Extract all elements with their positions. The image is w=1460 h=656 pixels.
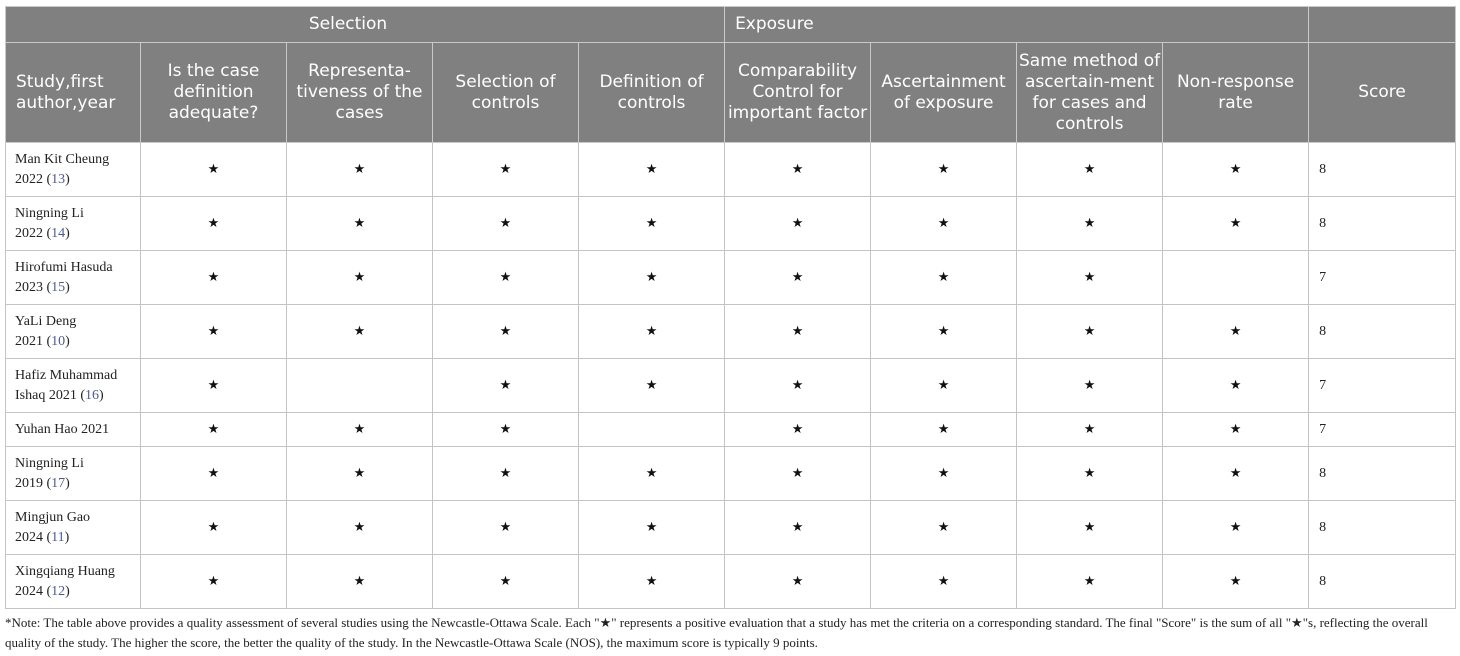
study-author: Ningning Li (15, 205, 84, 221)
study-year: Ishaq 2021 (15, 387, 77, 403)
star-icon: ★ (1229, 422, 1242, 437)
star-icon: ★ (791, 378, 804, 393)
study-author: Ningning Li (15, 455, 84, 471)
rating-cell (433, 305, 579, 359)
study-year: 2022 (15, 225, 43, 241)
star-icon: ★ (791, 162, 804, 177)
star-icon: ★ (353, 574, 366, 589)
rating-cell (1017, 501, 1163, 555)
column-header-definition-controls: Definition of controls (579, 43, 725, 143)
study-year: 2019 (15, 475, 43, 491)
star-icon: ★ (207, 574, 220, 589)
table-row (6, 197, 1456, 251)
star-icon: ★ (353, 422, 366, 437)
rating-cell (1163, 197, 1309, 251)
rating-cell (725, 447, 871, 501)
star-icon: ★ (1229, 520, 1242, 535)
reference-link[interactable]: 10 (51, 333, 66, 349)
table-row (6, 413, 1456, 447)
star-icon: ★ (937, 520, 950, 535)
rating-cell (433, 197, 579, 251)
star-icon: ★ (791, 324, 804, 339)
star-icon: ★ (645, 520, 658, 535)
rating-cell (287, 359, 433, 413)
star-icon: ★ (1083, 574, 1096, 589)
rating-cell (433, 555, 579, 609)
study-author: Yuhan Hao 2021 (15, 421, 110, 437)
star-icon: ★ (645, 324, 658, 339)
star-icon: ★ (207, 378, 220, 393)
rating-cell (871, 143, 1017, 197)
column-header-selection-controls: Selection of controls (433, 43, 579, 143)
reference-link[interactable]: 13 (51, 171, 66, 187)
star-icon: ★ (207, 520, 220, 535)
table-body (6, 143, 1456, 609)
score-cell: 7 (1309, 359, 1456, 413)
reference-link[interactable]: 11 (51, 529, 65, 545)
star-icon: ★ (645, 270, 658, 285)
column-header-study: Study,first author,year (6, 43, 141, 143)
rating-cell (433, 143, 579, 197)
rating-cell (287, 413, 433, 447)
rating-cell (725, 305, 871, 359)
rating-cell (287, 555, 433, 609)
star-icon: ★ (353, 520, 366, 535)
score-cell: 8 (1309, 143, 1456, 197)
rating-cell (725, 251, 871, 305)
star-icon: ★ (1083, 466, 1096, 481)
rating-cell (287, 251, 433, 305)
rating-cell (433, 447, 579, 501)
rating-cell (141, 251, 287, 305)
rating-cell (433, 501, 579, 555)
rating-cell (725, 501, 871, 555)
star-icon: ★ (207, 422, 220, 437)
rating-cell (871, 555, 1017, 609)
star-icon: ★ (499, 574, 512, 589)
rating-cell (579, 413, 725, 447)
rating-cell (1017, 197, 1163, 251)
score-cell: 8 (1309, 447, 1456, 501)
star-icon: ★ (207, 270, 220, 285)
rating-cell (1163, 305, 1309, 359)
rating-cell (1163, 359, 1309, 413)
column-header-same-method: Same method of ascertain-ment for cases and controls (1017, 43, 1163, 143)
table-row (6, 143, 1456, 197)
star-icon: ★ (791, 270, 804, 285)
rating-cell (579, 501, 725, 555)
column-header-representativeness: Representa-tiveness of the cases (287, 43, 433, 143)
study-year: 2024 (15, 583, 43, 599)
study-author: Hafiz Muhammad (15, 367, 118, 383)
column-header-score: Score (1309, 43, 1456, 143)
study-cell: Ningning Li 2019 (17) (6, 447, 141, 501)
rating-cell (141, 143, 287, 197)
rating-cell (287, 305, 433, 359)
star-icon: ★ (499, 422, 512, 437)
reference-link[interactable]: 12 (51, 583, 66, 599)
star-icon: ★ (937, 466, 950, 481)
rating-cell (433, 359, 579, 413)
star-icon: ★ (499, 324, 512, 339)
star-icon: ★ (353, 162, 366, 177)
group-header-exposure: Exposure (725, 7, 1309, 43)
rating-cell (725, 359, 871, 413)
table-row (6, 251, 1456, 305)
rating-cell (579, 447, 725, 501)
star-icon: ★ (1229, 162, 1242, 177)
score-cell: 8 (1309, 501, 1456, 555)
column-header-non-response: Non-response rate (1163, 43, 1309, 143)
star-icon: ★ (353, 466, 366, 481)
star-icon: ★ (207, 324, 220, 339)
rating-cell (287, 143, 433, 197)
study-author: Hirofumi Hasuda (15, 259, 113, 275)
rating-cell (287, 197, 433, 251)
study-cell: Mingjun Gao 2024 (11) (6, 501, 141, 555)
star-icon: ★ (499, 270, 512, 285)
star-icon: ★ (353, 216, 366, 231)
rating-cell (871, 447, 1017, 501)
rating-cell (287, 447, 433, 501)
rating-cell (579, 251, 725, 305)
study-cell: Hirofumi Hasuda 2023 (15) (6, 251, 141, 305)
star-icon: ★ (645, 162, 658, 177)
star-icon: ★ (1083, 378, 1096, 393)
study-year: 2024 (15, 529, 43, 545)
study-cell: Xingqiang Huang 2024 (12) (6, 555, 141, 609)
rating-cell (141, 197, 287, 251)
rating-cell (287, 501, 433, 555)
star-icon: ★ (937, 162, 950, 177)
star-icon: ★ (791, 466, 804, 481)
rating-cell (871, 305, 1017, 359)
star-icon: ★ (499, 520, 512, 535)
study-year: 2022 (15, 171, 43, 187)
study-cell (6, 413, 141, 447)
star-icon: ★ (499, 162, 512, 177)
star-icon: ★ (937, 216, 950, 231)
star-icon: ★ (1083, 162, 1096, 177)
column-header-ascertainment: Ascertainment of exposure (871, 43, 1017, 143)
study-cell: Man Kit Cheung 2022 (13) (6, 143, 141, 197)
rating-cell (1163, 413, 1309, 447)
star-icon: ★ (1083, 520, 1096, 535)
table-row (6, 555, 1456, 609)
star-icon: ★ (499, 378, 512, 393)
score-cell: 7 (1309, 413, 1456, 447)
table-row (6, 447, 1456, 501)
reference-link[interactable]: 16 (85, 387, 99, 403)
star-icon: ★ (1229, 466, 1242, 481)
column-header-case-definition: Is the case definition adequate? (141, 43, 287, 143)
rating-cell (1163, 501, 1309, 555)
rating-cell (1017, 447, 1163, 501)
rating-cell (1017, 413, 1163, 447)
rating-cell (141, 501, 287, 555)
star-icon: ★ (499, 466, 512, 481)
score-cell: 8 (1309, 197, 1456, 251)
score-cell: 7 (1309, 251, 1456, 305)
nos-quality-table (5, 6, 1456, 609)
rating-cell (141, 447, 287, 501)
rating-cell (725, 555, 871, 609)
study-author: Man Kit Cheung (15, 151, 110, 167)
star-icon: ★ (207, 466, 220, 481)
study-cell: YaLi Deng 2021 (10) (6, 305, 141, 359)
reference-link[interactable]: 14 (51, 225, 66, 241)
star-icon: ★ (353, 324, 366, 339)
star-icon: ★ (353, 270, 366, 285)
star-icon: ★ (1083, 270, 1096, 285)
star-icon: ★ (645, 378, 658, 393)
star-icon: ★ (1229, 574, 1242, 589)
star-icon: ★ (937, 422, 950, 437)
star-icon: ★ (937, 378, 950, 393)
rating-cell (871, 359, 1017, 413)
star-icon: ★ (207, 216, 220, 231)
rating-cell (871, 501, 1017, 555)
rating-cell (579, 143, 725, 197)
group-header-row (6, 7, 1456, 43)
star-icon: ★ (499, 216, 512, 231)
rating-cell (1017, 305, 1163, 359)
star-icon: ★ (791, 574, 804, 589)
column-header-comparability: Comparability Control for important factor (725, 43, 871, 143)
rating-cell (1017, 251, 1163, 305)
table-footnote: *Note: The table above provides a quality assessment of several studies using the Newcastle-Ottawa Scale. Each "★" represents a positive evaluation that a study has met the criteria on a corresponding standard. The final "Score" is the sum of all "★"s, reflecting the overall quality of the study. The higher the score, the better the quality of the study. In the Newcastle-Ottawa Scale (NOS), the maximum score is typically 9 points. (5, 615, 1428, 650)
star-icon: ★ (1083, 216, 1096, 231)
rating-cell (141, 413, 287, 447)
rating-cell (141, 359, 287, 413)
star-icon: ★ (1083, 324, 1096, 339)
rating-cell (725, 413, 871, 447)
group-header-selection: Selection (6, 7, 725, 43)
rating-cell (141, 555, 287, 609)
table-row (6, 501, 1456, 555)
rating-cell (871, 251, 1017, 305)
rating-cell (1017, 143, 1163, 197)
rating-cell (1163, 251, 1309, 305)
rating-cell (1017, 359, 1163, 413)
rating-cell (725, 197, 871, 251)
star-icon: ★ (207, 162, 220, 177)
rating-cell (1017, 555, 1163, 609)
rating-cell (141, 305, 287, 359)
rating-cell (871, 413, 1017, 447)
star-icon: ★ (791, 520, 804, 535)
star-icon: ★ (645, 466, 658, 481)
rating-cell (1163, 143, 1309, 197)
reference-link[interactable]: 17 (51, 475, 66, 491)
column-header-row (6, 43, 1456, 143)
study-cell: Ningning Li 2022 (14) (6, 197, 141, 251)
rating-cell (725, 143, 871, 197)
study-author: Xingqiang Huang (15, 563, 115, 579)
rating-cell (579, 305, 725, 359)
study-year: 2023 (15, 279, 43, 295)
star-icon: ★ (645, 216, 658, 231)
star-icon: ★ (791, 216, 804, 231)
study-cell: Hafiz Muhammad Ishaq 2021 (16) (6, 359, 141, 413)
rating-cell (1163, 555, 1309, 609)
table-row (6, 305, 1456, 359)
study-year: 2021 (15, 333, 43, 349)
star-icon: ★ (1229, 216, 1242, 231)
rating-cell (579, 197, 725, 251)
rating-cell (1163, 447, 1309, 501)
reference-link[interactable]: 15 (51, 279, 66, 295)
study-author: Mingjun Gao (15, 509, 91, 525)
rating-cell (871, 197, 1017, 251)
rating-cell (579, 555, 725, 609)
study-author: YaLi Deng (15, 313, 77, 329)
table-row (6, 359, 1456, 413)
star-icon: ★ (1229, 324, 1242, 339)
star-icon: ★ (937, 270, 950, 285)
star-icon: ★ (645, 574, 658, 589)
star-icon: ★ (937, 574, 950, 589)
rating-cell (433, 251, 579, 305)
group-header-blank (1309, 7, 1456, 43)
rating-cell (433, 413, 579, 447)
star-icon: ★ (791, 422, 804, 437)
star-icon: ★ (937, 324, 950, 339)
score-cell: 8 (1309, 555, 1456, 609)
star-icon: ★ (1229, 378, 1242, 393)
rating-cell (579, 359, 725, 413)
score-cell: 8 (1309, 305, 1456, 359)
star-icon: ★ (1083, 422, 1096, 437)
